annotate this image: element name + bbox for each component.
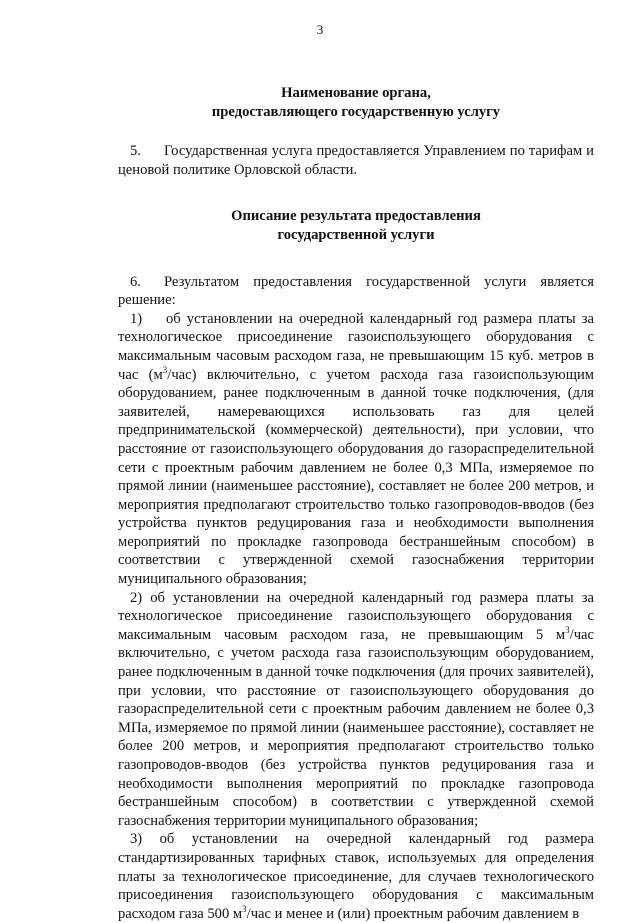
paragraph-5 [118,142,594,179]
list-item-text: /час) включительно, с учетом расхода газа газоиспользующим оборудованием, ранее подключенным в данной точке подключения, (для заявителей, намеревающихся использовать газ для целей предпринимательской (коммерческой) деятельности), при условии, что расстояние от газоиспользующего оборудования до газораспределительной сети с проектным рабочим давлением не более 0,3 МПа, измеряемое по прямой линии (наименьшее расстояние), составляет не более 200 метров, и мероприятия предполагают строительство только газопроводов-вводов (без устройства пунктов редуцирования газа и необходимости выполнения мероприятий по прокладке газопровода бестраншейным способом) в соответствии с утвержденной схемой газоснабжения территории муниципального образования; [118,366,594,588]
list-item-3 [118,830,594,923]
heading-line: Наименование органа, [281,85,431,101]
paragraph-number: 6. [130,273,141,290]
list-item-text: /час включительно, с учетом расхода газа газоиспользующим оборудованием, ранее подключенным в данной точке подключения (для прочих заявителей), при условии, что расстояние от газоиспользующего оборудования до газораспределительной сети с проектным рабочим давлением не более 0,3 МПа, измеряемое по прямой линии (наименьшее расстояние), составляет не более 200 метров, и мероприятия предполагают строительство только газопроводов-вводов (без устройства пунктов редуцирования газа и необходимости выполнения мероприятий по прокладке газопровода бестраншейным способом) в соответствии с утвержденной схемой газоснабжения территории муниципального образования; [118,626,594,829]
superscript: 3 [162,364,168,375]
paragraph-text: Государственная услуга предоставляется Управлением по тарифам и ценовой политике Орловской области. [118,143,594,178]
list-item-number: 1) [130,310,143,327]
page-number: 3 [316,22,324,37]
list-item-text: об установлении на очередной календарный год размера стандартизированных тарифных ставок, используемых для определения платы за технологическое присоединение, для случаев технологического присоединения газоиспользующего оборудования с максимальным расходом газа 500 м [118,831,594,922]
paragraph-6 [118,273,594,310]
list-item-text: об установлении на очередной календарный год размера платы за технологическое присоединение газоиспользующего оборудования с максимальным часовым расходом газа, не превышающим 5 м [118,589,594,643]
superscript: 3 [242,903,247,914]
section-heading-authority [118,84,594,121]
heading-line: предоставляющего государственную услугу [211,103,501,120]
list-item-text: /час и менее и (или) проектным рабочим давлением в [246,905,580,922]
document-body [118,84,594,923]
paragraph-text: Результатом предоставления государственной услуги является решение: [118,273,594,309]
paragraph-number: 5. [130,143,141,160]
list-item-number: 3) [130,831,143,848]
heading-line: государственной услуги [277,226,435,243]
section-heading-result [118,207,594,244]
list-item-2 [118,589,594,831]
list-item-1 [118,310,594,589]
list-item-text: об установлении на очередной календарный год размера платы за технологическое присоединение газоиспользующего оборудования с максимальным часовым расходом газа, не превышающим 15 куб. метров в час (м [118,310,594,383]
heading-line: Описание результата предоставления [231,208,481,225]
superscript: 3 [565,624,570,635]
list-item-number: 2) [130,589,143,606]
